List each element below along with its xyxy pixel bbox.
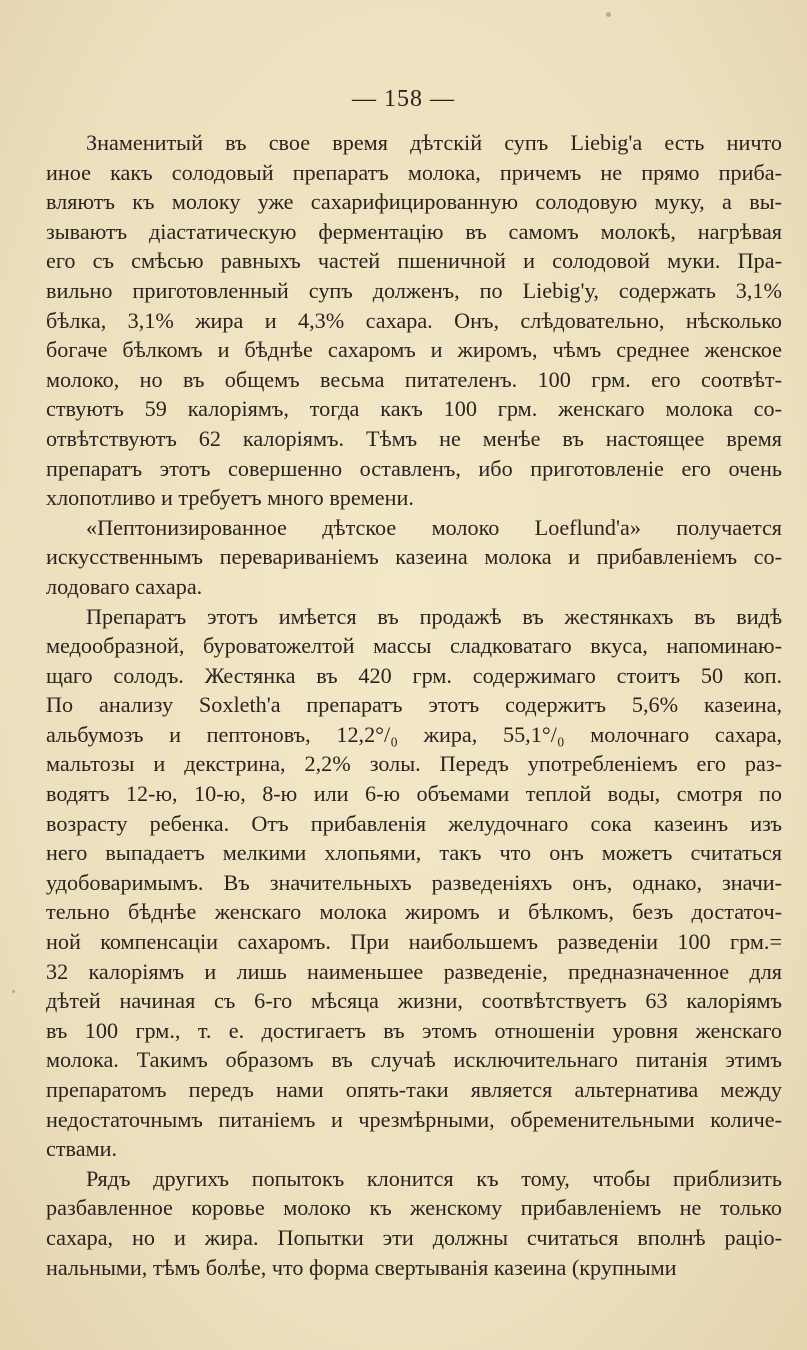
text-line: въ 100 грм., т. е. достигаетъ въ этомъ отношеніи уровня женскаго <box>46 1017 782 1043</box>
text-line: возрасту ребенка. Отъ прибавленія желудочнаго сока казеинъ изъ <box>46 810 782 836</box>
text-line: тельно бѣднѣе женскаго молока жиромъ и бѣлкомъ, безъ достаточ- <box>46 899 782 925</box>
paragraph <box>46 513 782 602</box>
text-line: щаго солодъ. Жестянка въ 420 грм. содержимаго стоитъ 50 коп. <box>46 662 782 688</box>
text-line: медообразной, буроватожелтой массы сладковатаго вкуса, напоминаю- <box>46 633 782 659</box>
text-line: молока. Такимъ образомъ въ случаѣ исключительнаго питанія этимъ <box>46 1047 782 1073</box>
text-line: дѣтей начиная съ 6-го мѣсяца жизни, соотвѣтствуетъ 63 калоріямъ <box>46 988 782 1014</box>
text-line: искусственнымъ перевариваніемъ казеина молока и прибавленіемъ со- <box>46 544 782 570</box>
text-line: мальтозы и декстрина, 2,2% золы. Передъ употребленіемъ его раз- <box>46 751 782 777</box>
body-text <box>46 128 782 1282</box>
text-line: удобоваримымъ. Въ значительныхъ разведеніяхъ онъ, однако, значи- <box>46 869 782 895</box>
paragraph <box>46 128 782 513</box>
text-line: 32 калоріямъ и лишь наименьшее разведеніе, предназначенное для <box>46 958 782 984</box>
text-line: Препаратъ этотъ имѣется въ продажѣ въ жестянкахъ въ видѣ <box>86 603 782 629</box>
text-line: «Пептонизированное дѣтское молоко Loeflund'а» получается <box>86 514 782 540</box>
text-line: богаче бѣлкомъ и бѣднѣе сахаромъ и жиромъ, чѣмъ среднее женское <box>46 337 782 363</box>
text-line: вильно приготовленный супъ долженъ, по Liebig'у, содержать 3,1% <box>46 277 782 303</box>
text-line: молоко, но въ общемъ весьма питателенъ. 100 грм. его соотвѣт- <box>46 366 782 392</box>
text-line: разбавленное коровье молоко къ женскому прибавленіемъ не только <box>46 1195 782 1221</box>
paragraph <box>46 1164 782 1282</box>
text-line: вляютъ къ молоку уже сахарифицированную солодовую муку, а вы- <box>46 189 782 215</box>
text-line: ствами. <box>46 1136 118 1162</box>
text-line: лодоваго сахара. <box>46 573 203 599</box>
text-line: недостаточнымъ питаніемъ и чрезмѣрными, обременительными количе- <box>46 1106 782 1132</box>
text-line: зываютъ діастатическую ферментацію въ самомъ молокѣ, нагрѣвая <box>46 218 782 244</box>
text-line: сахара, но и жира. Попытки эти должны считаться вполнѣ раціо- <box>46 1224 782 1250</box>
text-line: ствуютъ 59 калоріямъ, тогда какъ 100 грм. женскаго молока со- <box>46 396 782 422</box>
text-line: ной компенсаціи сахаромъ. При наибольшемъ разведеніи 100 грм.= <box>46 929 782 955</box>
paragraph <box>46 602 782 1164</box>
text-line: отвѣтствуютъ 62 калоріямъ. Тѣмъ не менѣе въ настоящее время <box>46 425 782 451</box>
text-line: Рядъ другихъ попытокъ клонится къ тому, чтобы приблизить <box>86 1165 782 1191</box>
text-line: иное какъ солодовый препаратъ молока, причемъ не прямо приба- <box>46 159 782 185</box>
text-line: альбумозъ и пептоновъ, 12,2°/₀ жира, 55,1°/₀ молочнаго сахара, <box>46 721 782 747</box>
ink-speck <box>606 12 611 17</box>
text-line: Знаменитый въ свое время дѣтскій супъ Liebig'а есть ничто <box>86 130 782 155</box>
text-line: хлопотливо и требуетъ много времени. <box>46 485 414 511</box>
text-line: препаратомъ передъ нами опять-таки является альтернатива между <box>46 1077 782 1102</box>
text-line: водятъ 12-ю, 10-ю, 8-ю или 6-ю объемами теплой воды, смотря по <box>46 781 782 807</box>
text-line: препаратъ этотъ совершенно оставленъ, ибо приготовленіе его очень <box>46 455 782 481</box>
text-line: его съ смѣсью равныхъ частей пшеничной и солодовой муки. Пра- <box>46 248 782 274</box>
text-line: нальными, тѣмъ болѣе, что форма свертыванія казеина (крупными <box>46 1254 677 1280</box>
text-line: бѣлка, 3,1% жира и 4,3% сахара. Онъ, слѣдовательно, нѣсколько <box>46 307 782 333</box>
page-number: — 158 — <box>352 86 455 112</box>
text-line: По анализу Soxleth'а препаратъ этотъ содержитъ 5,6% казеина, <box>46 692 782 718</box>
ink-speck <box>12 990 15 993</box>
text-line: него выпадаетъ мелкими хлопьями, такъ что онъ можетъ считаться <box>46 840 782 866</box>
